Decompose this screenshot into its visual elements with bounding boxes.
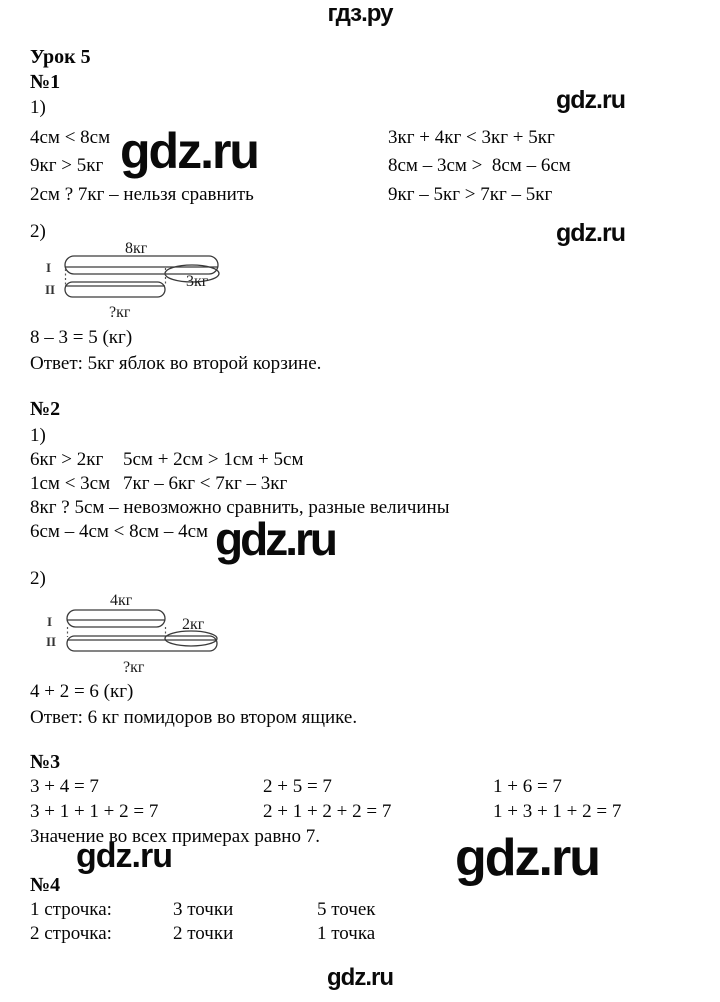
task4-row1-col2: 3 точки xyxy=(173,899,234,920)
task4-row2-col1: 2 строчка: xyxy=(30,923,112,944)
task3-number: №3 xyxy=(30,751,61,773)
task1-part1-label: 1) xyxy=(30,97,46,118)
task1-row2-right: 8см – 3см > 8см – 6см xyxy=(388,155,571,176)
task2-diagram-unknown-value: ?кг xyxy=(123,659,145,676)
task2-row2-right: 7кг – 6кг < 7кг – 3кг xyxy=(123,473,288,494)
task4-number: №4 xyxy=(30,874,61,896)
gdz-watermark-inline-2: gdz.ru xyxy=(215,513,335,565)
task2-row1-left: 6кг > 2кг xyxy=(30,449,104,470)
task2-line4: 6см – 4см < 8см – 4см xyxy=(30,521,209,542)
task1-row3-left: 2см ? 7кг – нельзя сравнить xyxy=(30,184,254,205)
task3-row2-col2: 2 + 1 + 2 + 2 = 7 xyxy=(263,801,392,822)
task1-row2-left: 9кг > 5кг xyxy=(30,155,104,176)
task2-part2-label: 2) xyxy=(30,568,46,589)
task1-diagram-row1-label: I xyxy=(46,260,52,275)
task1-equation: 8 – 3 = 5 (кг) xyxy=(30,327,133,348)
bar-row2 xyxy=(65,282,165,297)
task2-row1-right: 5см + 2см > 1см + 5см xyxy=(123,449,304,470)
gdz-watermark-inline-4: gdz.ru xyxy=(455,829,599,887)
site-header-watermark: гдз.ру xyxy=(327,0,393,27)
task3-conclusion: Значение во всех примерах равно 7. xyxy=(30,826,320,847)
task2-part1-label: 1) xyxy=(30,425,46,446)
task4-row1-col3: 5 точек xyxy=(317,899,376,920)
task1-diagram-side-value: 3кг xyxy=(186,273,209,290)
task2-equation: 4 + 2 = 6 (кг) xyxy=(30,681,134,702)
task2-number: №2 xyxy=(30,398,61,420)
task4-row2-col3: 1 точка xyxy=(317,923,376,944)
task1-part2-label: 2) xyxy=(30,221,46,242)
task1-number: №1 xyxy=(30,71,61,93)
task2-diagram-row1-label: I xyxy=(47,614,53,629)
task1-row1-right: 3кг + 4кг < 3кг + 5кг xyxy=(388,127,555,148)
task2-line3: 8кг ? 5см – невозможно сравнить, разные величины xyxy=(30,497,450,518)
footer-watermark: gdz.ru xyxy=(327,964,393,991)
task3-row1-col3: 1 + 6 = 7 xyxy=(493,776,562,797)
task1-diagram-row2-label: II xyxy=(45,282,56,297)
task4-row2-col2: 2 точки xyxy=(173,923,234,944)
task4-row1-col1: 1 строчка: xyxy=(30,899,112,920)
task3-row2-col1: 3 + 1 + 1 + 2 = 7 xyxy=(30,801,159,822)
lesson-title: Урок 5 xyxy=(30,46,91,68)
task1-answer: Ответ: 5кг яблок во второй корзине. xyxy=(30,353,322,374)
task1-diagram-unknown-value: ?кг xyxy=(109,304,131,321)
gdz-watermark-inline-3: gdz.ru xyxy=(76,837,172,875)
bar-row1 xyxy=(67,610,165,627)
task3-row2-col3: 1 + 3 + 1 + 2 = 7 xyxy=(493,801,622,822)
bar-row2 xyxy=(67,636,217,651)
task1-row1-left: 4см < 8см xyxy=(30,127,111,148)
task3-row1-col1: 3 + 4 = 7 xyxy=(30,776,99,797)
gdz-watermark-right-2: gdz.ru xyxy=(556,219,625,247)
task3-row1-col2: 2 + 5 = 7 xyxy=(263,776,332,797)
task2-diagram xyxy=(40,590,250,682)
task1-diagram xyxy=(40,240,250,325)
task2-diagram-side-value: 2кг xyxy=(182,616,205,633)
task2-diagram-row2-label: II xyxy=(46,634,57,649)
task2-diagram-shapes xyxy=(40,590,250,682)
gdz-watermark-right-1: gdz.ru xyxy=(556,86,625,114)
task1-row3-right: 9кг – 5кг > 7кг – 5кг xyxy=(388,184,553,205)
task2-row2-left: 1см < 3см xyxy=(30,473,111,494)
task2-diagram-top-value: 4кг xyxy=(110,592,133,609)
task1-diagram-top-value: 8кг xyxy=(125,240,148,257)
task2-answer: Ответ: 6 кг помидоров во втором ящике. xyxy=(30,707,358,728)
gdz-watermark-inline-1: gdz.ru xyxy=(120,123,258,179)
